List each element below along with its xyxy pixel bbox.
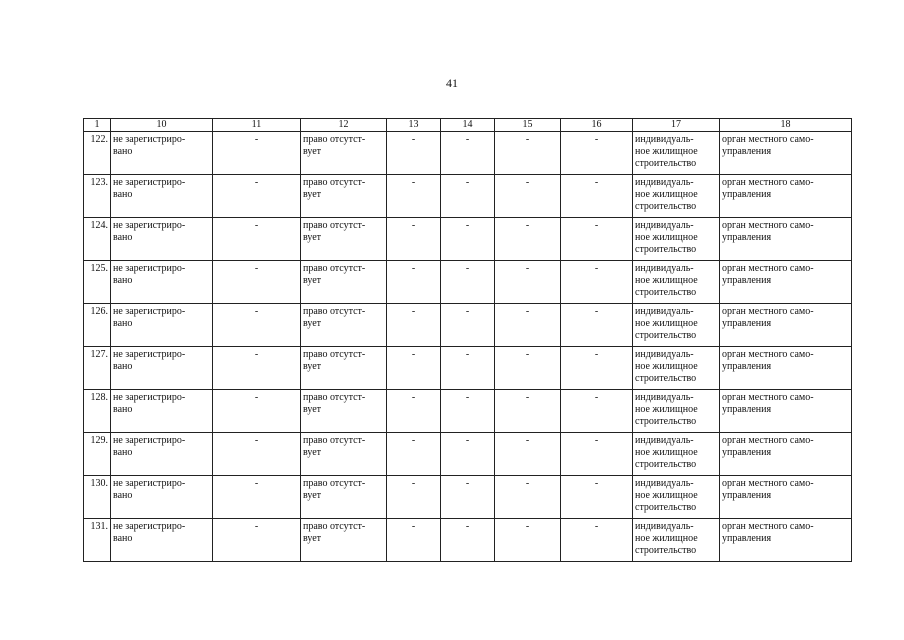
cell-line: вует <box>303 318 322 329</box>
cell-line: вует <box>303 189 322 200</box>
land-use-cell <box>633 519 720 562</box>
cell-line: вано <box>113 275 133 286</box>
col-11-cell: - <box>213 433 301 476</box>
row-number: 122. <box>84 132 111 175</box>
table-row <box>84 476 852 519</box>
row-number: 127. <box>84 347 111 390</box>
col-14-cell: - <box>441 347 495 390</box>
land-use-cell <box>633 304 720 347</box>
col-11-cell: - <box>213 132 301 175</box>
cell-line: орган местного само- <box>722 263 814 274</box>
cell-line: право отсутст- <box>303 263 366 274</box>
col-15-cell: - <box>495 132 561 175</box>
land-use-cell <box>633 132 720 175</box>
col-11-cell: - <box>213 175 301 218</box>
cell-line: вано <box>113 318 133 329</box>
col-15-cell: - <box>495 476 561 519</box>
page-number: 41 <box>446 76 458 90</box>
row-number: 129. <box>84 433 111 476</box>
right-status-cell <box>301 347 387 390</box>
cell-line: орган местного само- <box>722 134 814 145</box>
table-row <box>84 519 852 562</box>
cell-line: управления <box>722 447 772 458</box>
authority-cell <box>720 218 852 261</box>
column-header-13: 13 <box>387 119 441 132</box>
cell-line: вано <box>113 146 133 157</box>
cell-line: право отсутст- <box>303 220 366 231</box>
cell-line: вует <box>303 490 322 501</box>
cell-line: ное жилищное <box>635 232 698 243</box>
column-header-11: 11 <box>213 119 301 132</box>
col-13-cell: - <box>387 175 441 218</box>
cell-line: строительство <box>635 244 697 255</box>
table-body <box>84 132 852 562</box>
authority-cell <box>720 304 852 347</box>
column-header-10: 10 <box>111 119 213 132</box>
table-row <box>84 390 852 433</box>
right-status-cell <box>301 218 387 261</box>
authority-cell <box>720 476 852 519</box>
cell-line: не зарегистриро- <box>113 220 186 231</box>
row-number: 126. <box>84 304 111 347</box>
cell-line: управления <box>722 404 772 415</box>
col-13-cell: - <box>387 132 441 175</box>
authority-cell <box>720 390 852 433</box>
cell-line: орган местного само- <box>722 177 814 188</box>
table-row <box>84 433 852 476</box>
col-15-cell: - <box>495 304 561 347</box>
col-14-cell: - <box>441 261 495 304</box>
col-15-cell: - <box>495 390 561 433</box>
cell-line: вано <box>113 189 133 200</box>
col-15-cell: - <box>495 433 561 476</box>
cell-line: орган местного само- <box>722 306 814 317</box>
col-15-cell: - <box>495 347 561 390</box>
cell-line: вано <box>113 404 133 415</box>
cell-line: индивидуаль- <box>635 521 694 532</box>
cell-line: управления <box>722 275 772 286</box>
table-row <box>84 218 852 261</box>
cell-line: не зарегистриро- <box>113 263 186 274</box>
cell-line: строительство <box>635 287 697 298</box>
table-row <box>84 261 852 304</box>
cell-line: ное жилищное <box>635 318 698 329</box>
col-16-cell: - <box>561 261 633 304</box>
cell-line: индивидуаль- <box>635 177 694 188</box>
cell-line: ное жилищное <box>635 189 698 200</box>
registration-status-cell <box>111 390 213 433</box>
cell-line: вано <box>113 533 133 544</box>
col-13-cell: - <box>387 519 441 562</box>
cell-line: право отсутст- <box>303 392 366 403</box>
cell-line: право отсутст- <box>303 134 366 145</box>
land-use-cell <box>633 433 720 476</box>
cell-line: управления <box>722 533 772 544</box>
cell-line: вано <box>113 447 133 458</box>
col-13-cell: - <box>387 261 441 304</box>
column-header-16: 16 <box>561 119 633 132</box>
cell-line: орган местного само- <box>722 392 814 403</box>
col-14-cell: - <box>441 433 495 476</box>
cell-line: не зарегистриро- <box>113 306 186 317</box>
right-status-cell <box>301 519 387 562</box>
registration-status-cell <box>111 347 213 390</box>
col-13-cell: - <box>387 347 441 390</box>
cell-line: ное жилищное <box>635 146 698 157</box>
row-number: 130. <box>84 476 111 519</box>
cell-line: индивидуаль- <box>635 220 694 231</box>
cell-line: управления <box>722 146 772 157</box>
cell-line: вано <box>113 490 133 501</box>
cell-line: управления <box>722 361 772 372</box>
col-16-cell: - <box>561 476 633 519</box>
cell-line: строительство <box>635 416 697 427</box>
cell-line: вует <box>303 404 322 415</box>
column-header-12: 12 <box>301 119 387 132</box>
cell-line: ное жилищное <box>635 275 698 286</box>
authority-cell <box>720 347 852 390</box>
land-use-cell <box>633 175 720 218</box>
column-header-14: 14 <box>441 119 495 132</box>
cell-line: управления <box>722 490 772 501</box>
header-row <box>84 119 852 132</box>
cell-line: вано <box>113 232 133 243</box>
cell-line: не зарегистриро- <box>113 392 186 403</box>
col-16-cell: - <box>561 304 633 347</box>
column-header-17: 17 <box>633 119 720 132</box>
cell-line: орган местного само- <box>722 349 814 360</box>
cell-line: индивидуаль- <box>635 134 694 145</box>
registration-status-cell <box>111 476 213 519</box>
col-14-cell: - <box>441 476 495 519</box>
cell-line: строительство <box>635 201 697 212</box>
col-16-cell: - <box>561 347 633 390</box>
cell-line: индивидуаль- <box>635 349 694 360</box>
cell-line: право отсутст- <box>303 478 366 489</box>
row-number: 131. <box>84 519 111 562</box>
cell-line: строительство <box>635 158 697 169</box>
col-11-cell: - <box>213 519 301 562</box>
column-header-15: 15 <box>495 119 561 132</box>
land-use-cell <box>633 218 720 261</box>
row-number: 124. <box>84 218 111 261</box>
cell-line: индивидуаль- <box>635 478 694 489</box>
col-14-cell: - <box>441 519 495 562</box>
col-16-cell: - <box>561 218 633 261</box>
row-number: 123. <box>84 175 111 218</box>
cell-line: право отсутст- <box>303 435 366 446</box>
col-14-cell: - <box>441 304 495 347</box>
land-use-cell <box>633 261 720 304</box>
registration-status-cell <box>111 175 213 218</box>
col-11-cell: - <box>213 304 301 347</box>
table-row <box>84 132 852 175</box>
cell-line: орган местного само- <box>722 521 814 532</box>
col-13-cell: - <box>387 304 441 347</box>
land-use-cell <box>633 347 720 390</box>
cell-line: вует <box>303 275 322 286</box>
authority-cell <box>720 175 852 218</box>
cell-line: ное жилищное <box>635 447 698 458</box>
row-number: 128. <box>84 390 111 433</box>
cell-line: не зарегистриро- <box>113 177 186 188</box>
col-14-cell: - <box>441 218 495 261</box>
land-use-cell <box>633 390 720 433</box>
col-14-cell: - <box>441 390 495 433</box>
cell-line: не зарегистриро- <box>113 521 186 532</box>
cell-line: вано <box>113 361 133 372</box>
cell-line: индивидуаль- <box>635 263 694 274</box>
cell-line: строительство <box>635 330 697 341</box>
authority-cell <box>720 261 852 304</box>
cell-line: орган местного само- <box>722 220 814 231</box>
cell-line: вует <box>303 232 322 243</box>
cell-line: ное жилищное <box>635 490 698 501</box>
registry-table <box>83 118 852 562</box>
col-15-cell: - <box>495 175 561 218</box>
cell-line: вует <box>303 361 322 372</box>
table-row <box>84 304 852 347</box>
registration-status-cell <box>111 261 213 304</box>
registration-status-cell <box>111 304 213 347</box>
cell-line: строительство <box>635 373 697 384</box>
col-16-cell: - <box>561 175 633 218</box>
cell-line: вует <box>303 447 322 458</box>
cell-line: право отсутст- <box>303 177 366 188</box>
cell-line: строительство <box>635 545 697 556</box>
cell-line: орган местного само- <box>722 478 814 489</box>
cell-line: управления <box>722 189 772 200</box>
cell-line: не зарегистриро- <box>113 478 186 489</box>
column-header-18: 18 <box>720 119 852 132</box>
col-11-cell: - <box>213 218 301 261</box>
right-status-cell <box>301 304 387 347</box>
registration-status-cell <box>111 218 213 261</box>
authority-cell <box>720 519 852 562</box>
authority-cell <box>720 433 852 476</box>
cell-line: индивидуаль- <box>635 306 694 317</box>
cell-line: ное жилищное <box>635 404 698 415</box>
col-16-cell: - <box>561 433 633 476</box>
col-14-cell: - <box>441 132 495 175</box>
col-13-cell: - <box>387 476 441 519</box>
col-16-cell: - <box>561 519 633 562</box>
registration-status-cell <box>111 433 213 476</box>
cell-line: орган местного само- <box>722 435 814 446</box>
col-11-cell: - <box>213 476 301 519</box>
col-11-cell: - <box>213 390 301 433</box>
cell-line: право отсутст- <box>303 349 366 360</box>
cell-line: индивидуаль- <box>635 392 694 403</box>
col-13-cell: - <box>387 433 441 476</box>
cell-line: ное жилищное <box>635 533 698 544</box>
authority-cell <box>720 132 852 175</box>
right-status-cell <box>301 175 387 218</box>
right-status-cell <box>301 261 387 304</box>
cell-line: индивидуаль- <box>635 435 694 446</box>
row-number: 125. <box>84 261 111 304</box>
table-row <box>84 347 852 390</box>
right-status-cell <box>301 390 387 433</box>
cell-line: не зарегистриро- <box>113 435 186 446</box>
col-13-cell: - <box>387 390 441 433</box>
registration-status-cell <box>111 519 213 562</box>
cell-line: ное жилищное <box>635 361 698 372</box>
cell-line: право отсутст- <box>303 306 366 317</box>
column-header-1: 1 <box>84 119 111 132</box>
cell-line: вует <box>303 146 322 157</box>
col-11-cell: - <box>213 347 301 390</box>
right-status-cell <box>301 132 387 175</box>
cell-line: управления <box>722 232 772 243</box>
col-11-cell: - <box>213 261 301 304</box>
cell-line: управления <box>722 318 772 329</box>
table-row <box>84 175 852 218</box>
col-16-cell: - <box>561 132 633 175</box>
cell-line: не зарегистриро- <box>113 134 186 145</box>
cell-line: право отсутст- <box>303 521 366 532</box>
cell-line: строительство <box>635 502 697 513</box>
col-15-cell: - <box>495 261 561 304</box>
col-16-cell: - <box>561 390 633 433</box>
col-15-cell: - <box>495 519 561 562</box>
col-14-cell: - <box>441 175 495 218</box>
right-status-cell <box>301 433 387 476</box>
col-13-cell: - <box>387 218 441 261</box>
registration-status-cell <box>111 132 213 175</box>
cell-line: не зарегистриро- <box>113 349 186 360</box>
cell-line: вует <box>303 533 322 544</box>
cell-line: строительство <box>635 459 697 470</box>
right-status-cell <box>301 476 387 519</box>
col-15-cell: - <box>495 218 561 261</box>
land-use-cell <box>633 476 720 519</box>
